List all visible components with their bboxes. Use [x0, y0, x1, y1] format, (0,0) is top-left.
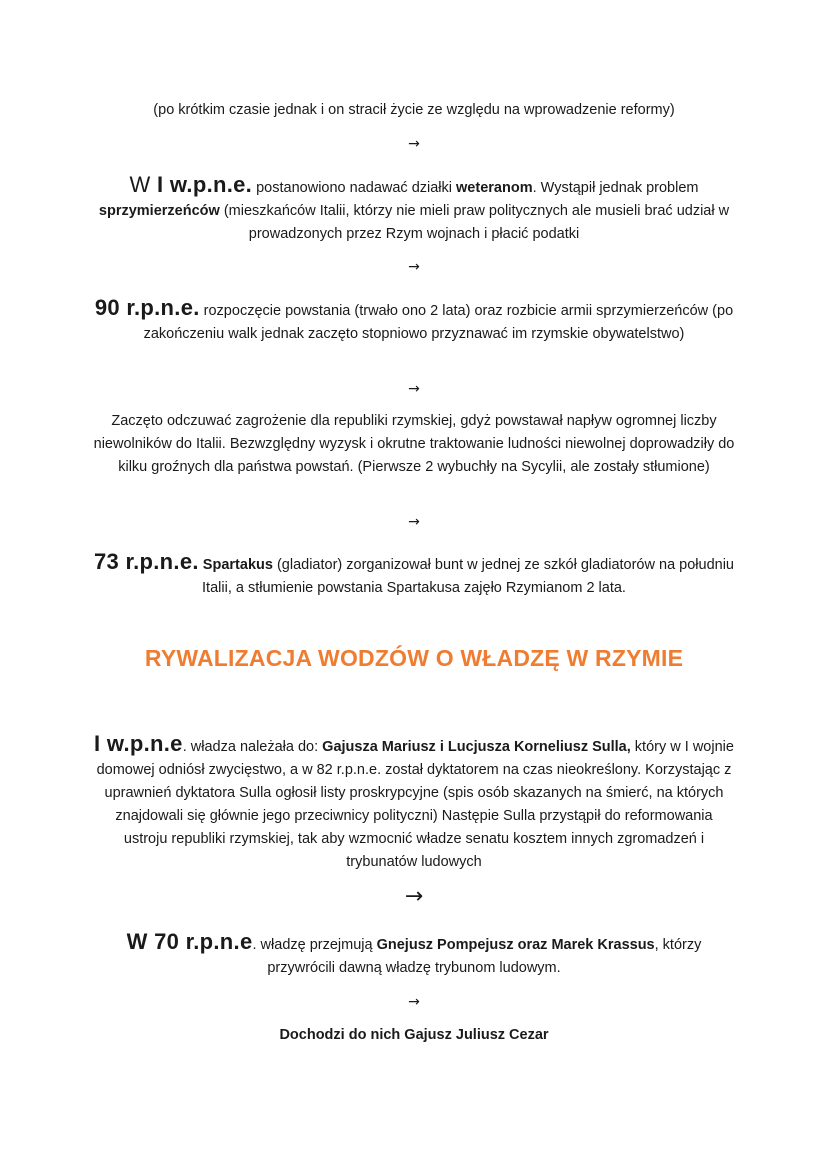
arrow-right-icon: → — [404, 884, 424, 909]
bold-term: Spartakus — [198, 557, 273, 573]
paragraph-text: (po krótkim czasie jednak i on stracił życie ze względu na wprowadzenie reformy) — [153, 102, 675, 118]
bold-term: Gajusza Mariusz i Lucjusza Korneliusz Sulla, — [322, 739, 631, 755]
date-label: 90 r.p.n.e. — [94, 295, 200, 320]
paragraph-reform-note — [92, 99, 736, 122]
date-label: I w.p.n.e. — [157, 172, 253, 197]
bold-term: Gnejusz Pompejusz oraz Marek Krassus — [376, 937, 655, 953]
text-run: (gladiator) zorganizował bunt w jednej ze szkół gladiatorów na południu Italii, a stłumienie powstania Spartakusa zajęło Rzymianom 2 lata. — [202, 557, 734, 596]
bold-term: Dochodzi do nich Gajusz Juliusz Cezar — [279, 1027, 549, 1043]
arrow-right-icon: → — [408, 381, 420, 397]
date-prefix: W — [129, 172, 157, 197]
text-run: który w I wojnie domowej odniósł zwycięstwo, a w 82 r.p.n.e. został dyktatorem na czas nieokreślony. Korzystając z uprawnień dyktatora Sulla ogłosił listy proskrypcyjne (spis osób skazanych na śmierć, na których znajdowali się głównie jego przeciwnicy polityczni) Następie Sulla przystąpił do reformowania ustroju republiki rzymskiej, tak aby wzmocnić władze senatu kosztem innych zgromadzeń i trybunatów ludowych — [96, 739, 734, 870]
date-label: W 70 r.p.n.e — [126, 929, 253, 954]
paragraph-caesar — [92, 1024, 736, 1047]
text-run: rozpoczęcie powstania (trwało ono 2 lata) oraz rozbicie armii sprzymierzeńców (po zakończeniu walk jednak zaczęto stopniowo przyznawać im rzymskie obywatelstwo) — [143, 303, 734, 342]
section-heading: RYWALIZACJA WODZÓW O WŁADZĘ W RZYMIE — [144, 645, 684, 671]
arrow-right-icon: → — [408, 514, 420, 530]
paragraph-90-bc — [92, 296, 736, 346]
text-run: (mieszkańców Italii, którzy nie mieli praw politycznych ale musieli brać udział w prowadzonych przez Rzym wojnach i płacić podatki — [219, 203, 730, 242]
paragraph-73-bc — [92, 550, 736, 600]
bold-term: sprzymierzeńców — [98, 203, 220, 219]
arrow-right-icon: → — [408, 136, 420, 152]
arrow-right-icon: → — [408, 994, 420, 1010]
date-label: I w.p.n.e — [94, 731, 183, 756]
paragraph-sulla — [92, 732, 736, 874]
paragraph-text: Zaczęto odczuwać zagrożenie dla republiki rzymskiej, gdyż powstawał napływ ogromnej liczby niewolników do Italii. Bezwzględny wyzysk i okrutne traktowanie ludności niewolnej doprowadziły do kilku groźnych dla państwa powstań. (Pierwsze 2 wybuchły na Sycylii, ale zostały stłumione) — [93, 413, 735, 475]
paragraph-70-bc — [92, 930, 736, 980]
date-label: 73 r.p.n.e. — [93, 549, 199, 574]
text-run: . Wystąpił jednak problem — [532, 180, 699, 196]
paragraph-first-century — [92, 173, 736, 246]
bold-term: weteranom — [456, 180, 533, 196]
text-run: . władzę przejmują — [252, 937, 377, 953]
text-run: postanowiono nadawać działki — [252, 180, 457, 196]
text-run: , którzy przywrócili dawną władzę trybunom ludowym. — [267, 937, 702, 976]
paragraph-slaves — [92, 410, 736, 479]
text-run: . władza należała do: — [182, 739, 323, 755]
arrow-right-icon: → — [408, 259, 420, 275]
